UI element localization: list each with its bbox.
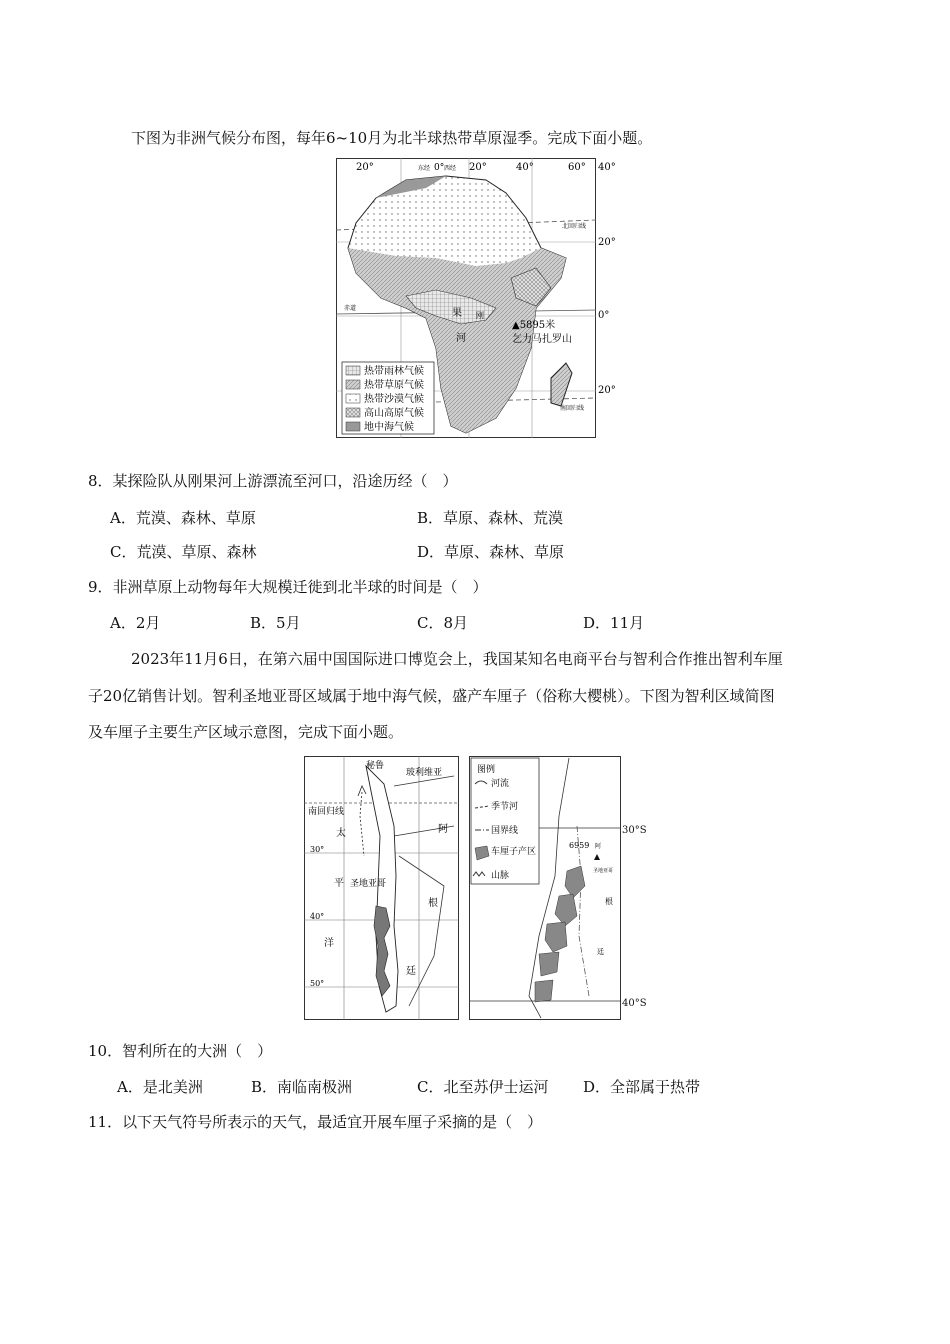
map1-lat-label: 40° bbox=[598, 162, 616, 173]
map2-lat-50: 50° bbox=[310, 979, 325, 988]
map2-label-tropic: 南回归线 bbox=[308, 807, 345, 817]
equator-label: 赤道 bbox=[344, 305, 357, 312]
map1-top-label: 西经 bbox=[444, 165, 457, 172]
q8-option-d[interactable]: D．草原、森林、草原 bbox=[417, 543, 565, 561]
q9-option-c[interactable]: C．8月 bbox=[417, 614, 469, 632]
map2-label-bolivia: 玻利维亚 bbox=[406, 768, 443, 778]
legend-highland: 高山高原气候 bbox=[364, 408, 424, 419]
map2-label-ping: 平 bbox=[334, 878, 344, 889]
q8-option-a[interactable]: A．荒漠、森林、草原 bbox=[110, 509, 256, 527]
q10-option-c[interactable]: C．北至苏伊士运河 bbox=[417, 1078, 549, 1096]
intro-paragraph-1: 下图为非洲气候分布图，每年6~10月为北半球热带草原湿季。完成下面小题。 bbox=[131, 129, 653, 147]
legend-desert: 热带沙漠气候 bbox=[364, 394, 424, 405]
q8-option-c[interactable]: C．荒漠、草原、森林 bbox=[110, 543, 257, 561]
map1-top-label: 20° bbox=[356, 162, 374, 173]
map2-label-santiago: 圣地亚哥 bbox=[350, 879, 387, 889]
map1-top-label: 东经 bbox=[418, 165, 431, 172]
map2-label-ting: 廷 bbox=[406, 966, 416, 977]
map1-top-label: 40° bbox=[516, 162, 534, 173]
map2-label-yang: 洋 bbox=[324, 938, 334, 949]
q9-option-d[interactable]: D．11月 bbox=[583, 614, 645, 632]
tropic-cancer-label: 北回归线 bbox=[562, 223, 587, 230]
q10-option-b[interactable]: B．南临南极洲 bbox=[251, 1078, 353, 1096]
legend-mediterranean: 地中海气候 bbox=[364, 422, 414, 433]
legend-rainforest: 热带雨林气候 bbox=[364, 366, 424, 377]
map3-label-ting: 廷 bbox=[597, 948, 604, 956]
question-10: 10．智利所在的大洲（ ） bbox=[88, 1042, 273, 1060]
peak-height-label: ▲5895米 bbox=[512, 320, 556, 331]
map3-lat-40s: 40°S bbox=[622, 998, 647, 1009]
q9-option-a[interactable]: A．2月 bbox=[110, 614, 161, 632]
congo-river-label: 果 bbox=[452, 308, 462, 319]
q9-option-b[interactable]: B．5月 bbox=[250, 614, 301, 632]
question-11: 11．以下天气符号所表示的天气，最适宜开展车厘子采摘的是（ ） bbox=[88, 1113, 543, 1131]
cherry-production-map bbox=[469, 756, 621, 1020]
africa-climate-map bbox=[336, 158, 616, 438]
kilimanjaro-label: 乞力马扎罗山 bbox=[512, 334, 572, 345]
map1-top-label: 20° bbox=[469, 162, 487, 173]
map3-label-gen: 根 bbox=[605, 897, 613, 906]
congo-river-label: 刚 bbox=[476, 311, 484, 320]
map2-label-gen: 根 bbox=[428, 898, 438, 909]
map1-lat-label: 20° bbox=[598, 385, 616, 396]
map3-label-a: 阿 bbox=[595, 843, 602, 850]
intro-paragraph-2-line-2: 子20亿销售计划。智利圣地亚哥区域属于地中海气候，盛产车厘子（俗称大樱桃）。下图为智利区域简图 bbox=[88, 687, 775, 705]
q8-option-b[interactable]: B．草原、森林、荒漠 bbox=[417, 509, 564, 527]
legend-river: 河流 bbox=[491, 779, 510, 789]
legend-title: 图例 bbox=[477, 765, 496, 775]
map2-lat-30: 30° bbox=[310, 845, 325, 854]
question-9: 9．非洲草原上动物每年大规模迁徙到北半球的时间是（ ） bbox=[88, 578, 488, 596]
q10-option-d[interactable]: D．全部属于热带 bbox=[583, 1078, 701, 1096]
intro-paragraph-2-line-3: 及车厘子主要生产区域示意图，完成下面小题。 bbox=[88, 723, 404, 741]
map1-top-label: 60° bbox=[568, 162, 586, 173]
tropic-capricorn-label: 南回归线 bbox=[560, 405, 585, 412]
map2-label-peru: 秘鲁 bbox=[366, 761, 385, 771]
congo-river-label: 河 bbox=[456, 333, 466, 344]
question-8: 8．某探险队从刚果河上游漂流至河口，沿途历经（ ） bbox=[88, 472, 458, 490]
map3-lat-30s: 30°S bbox=[622, 825, 647, 836]
legend-border: 国界线 bbox=[491, 826, 519, 836]
q10-option-a[interactable]: A．是北美洲 bbox=[117, 1078, 203, 1096]
map3-label-santiago: 圣地亚哥 bbox=[593, 868, 614, 874]
legend-seasonal-river: 季节河 bbox=[491, 802, 519, 812]
map1-lat-label: 0° bbox=[598, 310, 610, 321]
map2-label-a: 阿 bbox=[438, 824, 448, 835]
legend-savanna: 热带草原气候 bbox=[364, 380, 424, 391]
map2-label-tai: 太 bbox=[336, 828, 346, 839]
legend-mountain: 山脉 bbox=[491, 871, 510, 881]
map1-top-label: 0° bbox=[434, 163, 445, 173]
legend-cherry-area: 车厘子产区 bbox=[491, 847, 537, 857]
chile-region-map bbox=[304, 756, 459, 1020]
map1-lat-label: 20° bbox=[598, 237, 616, 248]
map2-lat-40: 40° bbox=[310, 912, 325, 921]
peak-6959: 6959 bbox=[569, 841, 590, 850]
intro-paragraph-2-line-1: 2023年11月6日，在第六届中国国际进口博览会上，我国某知名电商平台与智利合作推出智利车厘 bbox=[131, 650, 783, 668]
